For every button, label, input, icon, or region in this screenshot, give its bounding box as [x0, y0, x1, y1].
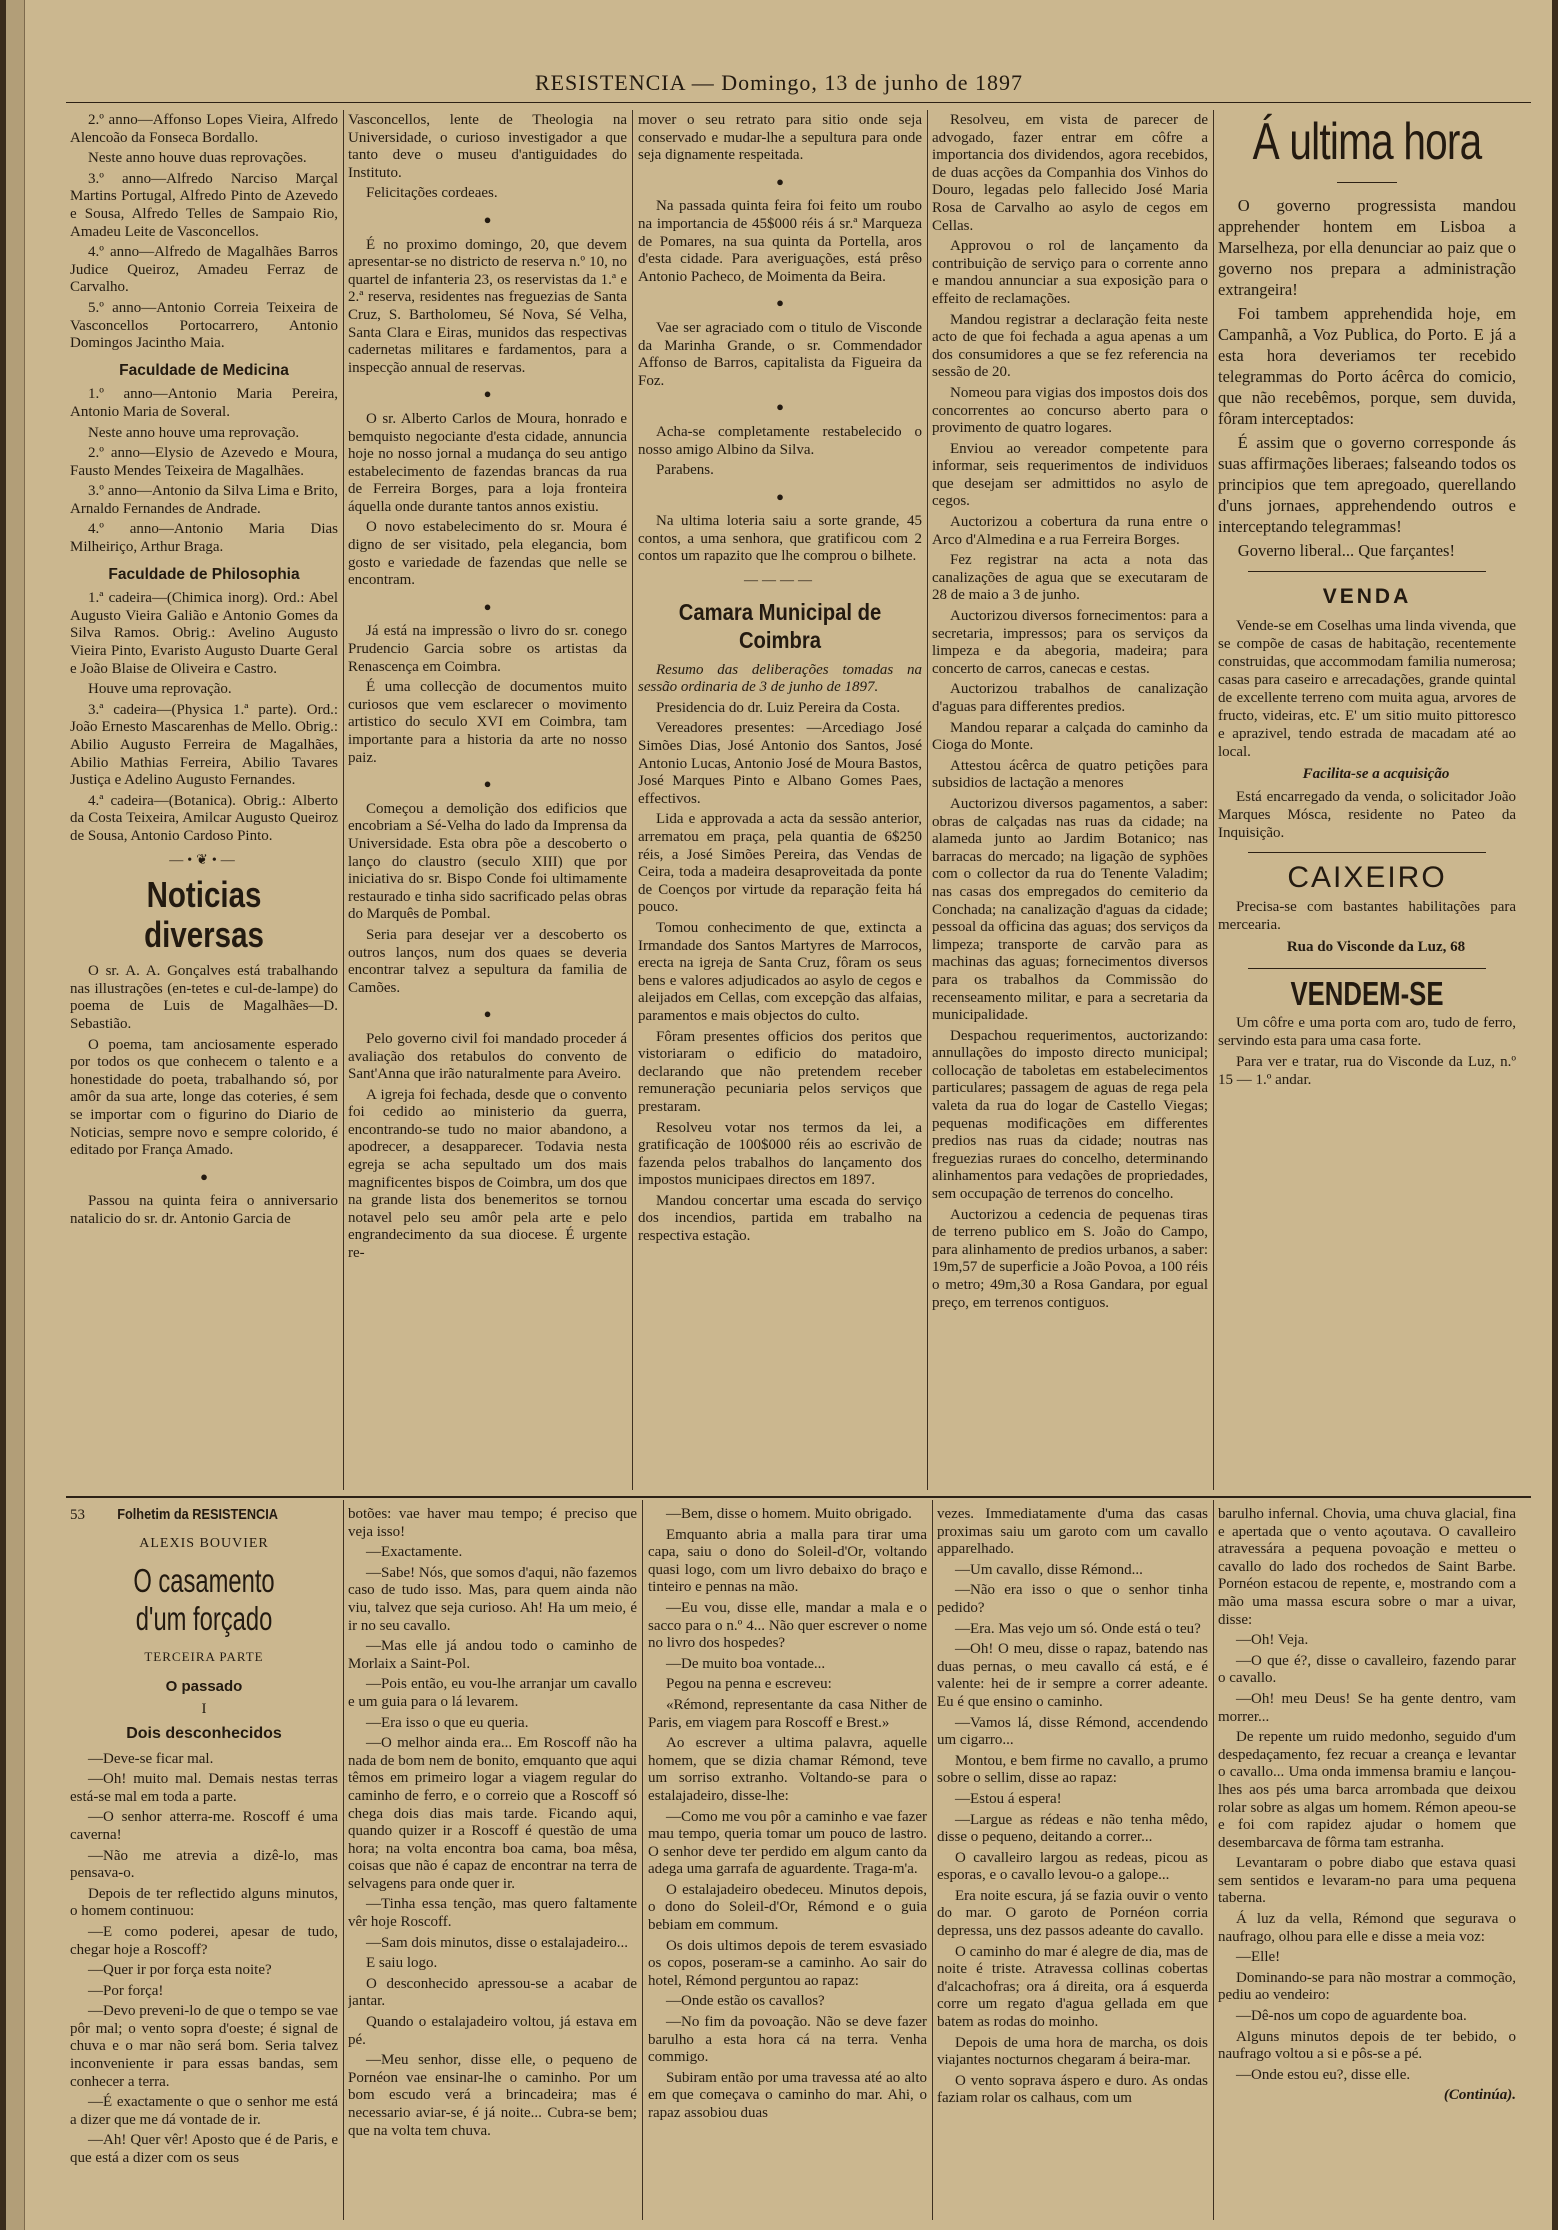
novel-paragraph: —Estou á espera! [955, 1790, 1062, 1807]
novel-paragraph: Depois de ter reflectido alguns minutos, o homem continuou: [70, 1885, 338, 1920]
novel-paragraph: —No fim da povoação. Não se deve fazer barulho a esta hora cá na terra. Venha commigo. [648, 2014, 927, 2066]
bullet-divider: ● [483, 211, 492, 227]
novel-paragraph: botões: vae haver mau tempo; é preciso que veja isso! [348, 1506, 637, 1540]
novel-paragraph: Era noite escura, já se fazia ouvir o vento do mar. O garoto de Pornéon corria depressa, uns dez passos adeante do cavallo. [937, 1887, 1208, 1940]
article-paragraph: Neste anno houve uma reprovação. [88, 424, 300, 441]
novel-paragraph: Pegou na penna e escreveu: [666, 1676, 832, 1693]
article-paragraph: Auctorizou diversos pagamentos, a saber: obras de calçadas nas ruas da cidade; na alameda junto ao Jardim Botanico; nas barracas do mercado; na ligação de syphões com o collector da rua do Tenente Valadim; nas casas dos empregados do cemiterio da Conchada; na canalização d'aguas da cidade; pessoal da officina das aguas; dos serviços da limpeza; transporte de carvão para as machinas das aguas; fornecimentos diversos para os trabalhos da Commissão do recenseamento militar, e para a secretaria da municipalidade. [932, 795, 1208, 1024]
novel-paragraph: —Sam dois minutos, disse o estalajadeiro... [366, 1934, 629, 1951]
article-paragraph: É assim que o governo corresponde ás suas affirmações liberaes; falseando todos os principios que tem apregoado, querellando d'uns jornaes, apprehendendo outros e interceptando telegrammas! [1218, 433, 1516, 536]
novel-paragraph: —Como me vou pôr a caminho e vae fazer mau tempo, queria tomar um pouco de lastro. O senhor deve ter perdido em algum canto da adega uma garrafa de aguardente. Traga-m'a. [648, 1808, 927, 1878]
section-title: Noticias diversas [144, 874, 264, 956]
folhetim-column-4 [937, 1506, 1208, 2220]
bullet-divider: ● [776, 295, 784, 311]
folhetim-part: TERCEIRA PARTE [144, 1649, 264, 1665]
novel-paragraph: Depois de uma hora de marcha, os dois viajantes nocturnos chegaram á beira-mar. [937, 2034, 1208, 2069]
article-paragraph: Approvou o rol de lançamento da contribuição de serviço para o corrente anno e mandou annunciar a sua exposição para o effeito de reclamações. [932, 238, 1208, 307]
column-rule [927, 110, 928, 1490]
article-paragraph: O sr. A. A. Gonçalves está trabalhando nas illustrações (en-tetes e cul-de-lampe) do poema de Luis de Magalhães—D. Sebastião. [70, 963, 338, 1032]
novel-paragraph: Ao escrever a ultima palavra, aquelle homem, que se dizia chamar Rémond, teve um sorriso extranho. Voltando-se para o estalajadeiro, disse-lhe: [648, 1735, 927, 1804]
continued-note: (Continúa). [1443, 2087, 1516, 2104]
novel-paragraph: —Eu vou, disse elle, mandar a mala e o sacco para o n.º 4... Não quer escrever o nome no livro dos hospedes? [648, 1599, 927, 1652]
article-paragraph: Resolveu votar nos termos da lei, a gratificação de 100$000 réis ao escrivão de fazenda pelos trabalhos do lançamento dos impostos municipaes directos em 1897. [638, 1119, 922, 1189]
header-rule [66, 102, 1531, 103]
article-paragraph: Já está na impressão o livro do sr. conego Prudencio Garcia sobre os artistas da Renascença em Coimbra. [348, 623, 627, 675]
article-paragraph: Resolveu, em vista de parecer de advogado, fazer entrar em côfre a importancia dos dividendos, agora recebidos, de duas acções da Companhia dos Vinhos do Douro, legadas pelo fallecido José Maria Rosa de Carvalho ao asylo de cegos em Cellas. [932, 112, 1208, 234]
article-paragraph: Neste anno houve duas reprovações. [88, 150, 307, 167]
novel-paragraph: —O que é?, disse o cavalleiro, fazendo parar o cavallo. [1218, 1652, 1516, 1687]
novel-paragraph: —Era isso o que eu queria. [366, 1714, 529, 1731]
article-paragraph: Na passada quinta feira foi feito um roubo na importancia de 45$000 réis á sr.ª Marqueza de Pomares, na sua quinta da Portella, aros d'esta cidade. Para averiguações, está prêso Antonio Pacheco, de Moimenta da Beira. [638, 198, 922, 285]
article-paragraph: O novo estabelecimento do sr. Moura é digno de ser visitado, pela elegancia, bom gosto e variedade de fazendas que nelle se encontram. [348, 519, 627, 589]
article-paragraph: Houve uma reprovação. [88, 681, 232, 698]
novel-paragraph: —De muito boa vontade... [666, 1655, 826, 1672]
novel-paragraph: Dominando-se para não mostrar a commoção, pediu ao vendeiro: [1218, 1969, 1516, 2004]
article-paragraph: Presidencia do dr. Luiz Pereira da Costa. [656, 699, 901, 716]
novel-paragraph: Montou, e bem firme no cavallo, a prumo sobre o sellim, disse ao rapaz: [937, 1752, 1208, 1787]
article-paragraph: Pelo governo civil foi mandado proceder á avaliação dos retabulos do convento de Sant'Anna que irão naturalmente para Aveiro. [348, 1030, 627, 1083]
article-paragraph: Resumo das deliberações tomadas na sessão ordinaria de 3 de junho de 1897. [638, 661, 922, 696]
folhetim-column-1 [70, 1500, 338, 2220]
article-paragraph: Mandou registrar a declaração feita neste acto de que foi fechada a agua apenas a um dos consumidores a que se fez referencia na sessão de 20. [932, 311, 1208, 381]
bullet-divider: ● [776, 173, 784, 189]
folhetim-number: 53 [70, 1507, 85, 1523]
article-paragraph: Começou a demolição dos edificios que encobriam a Sé-Velha do lado da Imprensa da Universidade. Esta obra põe a descoberto o lanço do claustro (seculo XIII) que por iniciativa do sr. Bispo Conde foi ultimamente restaurado e tinha sido sacrificado pelas obras do Marquês de Pombal. [348, 800, 627, 923]
novel-paragraph: —O melhor ainda era... Em Roscoff não ha nada de bom nem de bonito, emquanto que aqui têmos em primeiro logar a viagem regular do caminho de ferro, e o correio que a Roscoff só chega dois dias mais tarde. Ficando aqui, quando quizer ir a Roscoff é questão de uma hora; na volta encontra boa cama, boa mêsa, coisas que não é capaz de encontrar na terra de selvagens para onde quer ir. [348, 1735, 637, 1892]
column-4 [932, 112, 1208, 1492]
article-paragraph: Lida e approvada a acta da sessão anterior, arrematou em praça, pela quantia de 6$250 réis, a José Simões Pereira, das Vendas de Ceira, toda a madeira desaproveitada da ponte de Coenços por virtude da reparação feita há pouco. [638, 811, 922, 916]
bullet-divider: ● [776, 488, 784, 504]
article-paragraph: Seria para desejar ver a descoberto os outros lanços, num dos quaes se deveria encontrar talvez a sepultura da familia de Camões. [348, 926, 627, 996]
novel-paragraph: Quando o estalajadeiro voltou, já estava em pé. [348, 2014, 637, 2048]
column-rule [1213, 110, 1214, 1490]
folhetim-column-3 [648, 1506, 927, 2220]
novel-paragraph: —É exactamente o que o senhor me está a dizer que me dá vontade de ir. [70, 2094, 338, 2128]
bullet-divider: ● [483, 386, 492, 402]
article-paragraph: 3.º anno—Antonio da Silva Lima e Brito, Arnaldo Fernandes de Andrade. [70, 483, 338, 517]
article-paragraph: Auctorizou trabalhos de canalização d'aguas para differentes predios. [932, 681, 1208, 715]
article-paragraph: Fez registrar na acta a nota das canalizações de agua que se executaram de 28 de maio a 3 de junho. [932, 552, 1208, 604]
article-paragraph: Acha-se completamente restabelecido o nosso amigo Albino da Silva. [638, 423, 922, 458]
article-paragraph: Mandou reparar a calçada do caminho da Cioga do Monte. [932, 719, 1208, 754]
ad-heading: VENDA [1322, 585, 1412, 608]
article-paragraph: Vae ser agraciado com o titulo de Visconde da Marinha Grande, o sr. Commendador Affonso de Barros, capitalista da Figueira da Foz. [638, 319, 922, 389]
article-paragraph: A igreja foi fechada, desde que o convento foi cedido ao ministerio da guerra, encontrando-se tudo no maior abandono, a apodrecer, a desapparecer. Todavia nesta egreja se acha sepultado um dos mais magnificentes bispos de Coimbra, um dos que na grande lista dos benemeritos se tornou notavel pelo seu amôr pela arte e pelo engrandecimento da sua diocese. É urgente re- [348, 1086, 627, 1262]
novel-paragraph: Alguns minutos depois de ter bebido, o naufrago voltou a si e pôs-se a pé. [1218, 2028, 1516, 2063]
column-rule [632, 110, 633, 1490]
article-paragraph: Despachou requerimentos, auctorizando: annullações do imposto directo municipal; collocação de taboletas em estabelecimentos particulares; passagem de aguas de rega pela valeta da rua do logar de Castello Viegas; pequenas modificações em differentes predios nas ruas da cidade; noutras nas freguezias ruraes do concelho, determinando alinhamentos para vedações de propriedades, sem occupação de terrenos do concelho. [932, 1027, 1208, 1203]
chapter-title: Dois desconhecidos [126, 1724, 282, 1742]
column-rule [1213, 1500, 1214, 2220]
column-rule [343, 1500, 344, 2220]
article-paragraph: Mandou concertar uma escada do serviço dos incendios, partida em trabalho na respectiva estação. [638, 1192, 922, 1245]
article-paragraph: 4.º anno—Alfredo de Magalhães Barros Judice Queiroz, Amadeu Ferraz de Carvalho. [70, 244, 338, 296]
novel-paragraph: —Deve-se ficar mal. [88, 1750, 214, 1767]
article-paragraph: 3.ª cadeira—(Physica 1.ª parte). Ord.: João Ernesto Mascarenhas de Mello. Obrig.: Abilio Augusto Ferreira de Magalhães, Abilio Mathias Ferreira, Abilio Tavares Justiça e Adelino Augusto Fernandes. [70, 701, 338, 789]
left-margin-strip [6, 0, 25, 2230]
novel-paragraph: O caminho do mar é alegre de dia, mas de noite é triste. Atravessa collinas cobertas d'alcachofras; ora á direita, ora á esquerda corre um regato d'agua gellada em que batem as rodas do moinho. [937, 1943, 1208, 2031]
novel-paragraph: —Não me atrevia a dizê-lo, mas pensava-o. [70, 1847, 338, 1882]
article-paragraph: Foi tambem apprehendida hoje, em Campanhã, a Voz Publica, do Porto. E já a esta hora deveriamos ter recebido telegrammas do Porto ácêrca do comicio, que não recebêmos, porque, sem duvida, fôram interceptados: [1218, 304, 1516, 428]
article-paragraph: Vasconcellos, lente de Theologia na Universidade, o curioso investigador a que tanto deve o museu d'antiguidades do Instituto. [348, 112, 627, 181]
novel-paragraph: —Dê-nos um copo de aguardente boa. [1236, 2008, 1467, 2025]
novel-paragraph: Os dois ultimos depois de terem esvasiado os copos, poseram-se a caminho. Ao sair do hotel, Rémond perguntou ao rapaz: [648, 1937, 927, 1989]
novel-paragraph: «Rémond, representante da casa Nither de Paris, em viagem para Roscoff e Brest.» [648, 1696, 927, 1731]
article-paragraph: Fôram presentes officios dos peritos que vistoriaram o edificio do matadoiro, declarando que não pretendem receber remuneração pecuniaria pelos serviços que prestaram. [638, 1028, 922, 1115]
article-paragraph: Na ultima loteria saiu a sorte grande, 45 contos, a uma senhora, que gratificou com 2 contos um rapazito que lhe comprou o bilhete. [638, 513, 922, 565]
bullet-divider: ● [483, 1006, 492, 1022]
article-paragraph: Auctorizou a cedencia de pequenas tiras de terreno publico em S. João do Campo, para alinhamento de predios urbanos, a saber: 19m,57 de superficie a João Povoa, a 100 réis o metro; 49m,30 a Rosa Gandara, por egual preço, em terrenos contiguos. [932, 1206, 1208, 1311]
article-paragraph: Auctorizou diversos fornecimentos: para a secretaria, impressos; para os serviços da limpeza e da abegoria, madeira; para concerto de carros, canecas e cestas. [932, 608, 1208, 677]
novel-paragraph: —Oh! muito mal. Demais nestas terras está-se mal em toda a parte. [70, 1771, 338, 1805]
bullet-divider: ● [776, 399, 784, 415]
ornament-divider: —•❦•— [169, 852, 239, 868]
novel-paragraph: —Ah! Quer vêr! Aposto que é de Paris, e que está a dizer com os seus [70, 2132, 338, 2167]
article-paragraph: 4.º anno—Antonio Maria Dias Milheiriço, Arthur Braga. [70, 521, 338, 556]
article-paragraph: 1.º anno—Antonio Maria Pereira, Antonio Maria de Soveral. [70, 386, 338, 420]
novel-paragraph: —Não era isso o que o senhor tinha pedido? [937, 1582, 1208, 1616]
article-paragraph: Parabens. [656, 462, 714, 479]
novel-paragraph: —Vamos lá, disse Rémond, accendendo um cigarro... [937, 1714, 1208, 1749]
novel-paragraph: O cavalleiro largou as redeas, picou as esporas, e o cavallo levou-o a galope... [937, 1849, 1208, 1884]
novel-paragraph: O vento soprava áspero e duro. As ondas faziam rolar os calhaus, com um [937, 2072, 1208, 2107]
novel-paragraph: —Oh! Veja. [1236, 1632, 1309, 1649]
novel-paragraph: E saiu logo. [366, 1955, 438, 1972]
novel-paragraph: —Quer ir por força esta noite? [88, 1962, 272, 1979]
novel-paragraph: —Elle! [1236, 1949, 1281, 1966]
novel-paragraph: —Pois então, eu vou-lhe arranjar um cavallo e um guia para o lá levarem. [348, 1676, 637, 1710]
article-paragraph: Governo liberal... Que farçantes! [1237, 541, 1455, 560]
article-paragraph: Vereadores presentes: —Arcediago José Simões Dias, José Antonio dos Santos, José Antonio Lucas, Antonio José de Moura Bastos, José Marques Pinto e Albano Gomes Paes, effectivos. [638, 720, 922, 807]
column-rule [642, 1500, 643, 2220]
ad-address: Rua do Visconde da Luz, 68 [1286, 939, 1466, 955]
novel-paragraph: —Mas elle já andou todo o caminho de Morlaix a Saint-Pol. [348, 1638, 637, 1672]
article-paragraph: 3.º anno—Alfredo Narciso Marçal Martins Portugal, Alfredo Pinto de Azevedo e Sousa, Alfredo Telles de Sampaio Rio, Amadeu Leite de Vasconcellos. [70, 170, 338, 240]
ad-text: Para ver e tratar, rua do Visconde da Luz, n.º 15 — 1.º andar. [1218, 1054, 1516, 1088]
section-heading: Faculdade de Philosophia [108, 565, 300, 583]
bullet-divider: ● [200, 1168, 208, 1184]
folhetim-rule [66, 1496, 1531, 1498]
article-paragraph: mover o seu retrato para sitio onde seja conservado e mudar-lhe a sepultura para onde seja dignamente respeitada. [638, 112, 922, 164]
novel-paragraph: —E como poderei, apesar de tudo, chegar hoje a Roscoff? [70, 1923, 338, 1958]
article-paragraph: 1.ª cadeira—(Chimica inorg). Ord.: Abel Augusto Vieira Galião e Antonio Gomes da Silva Ramos. Obrig.: Avelino Augusto Vieira Pinto, Evaristo Augusto Duarte Geral e João Blaise de Oliveira e Castro. [70, 590, 338, 677]
novel-paragraph: —O senhor atterra-me. Roscoff é uma caverna! [70, 1809, 338, 1843]
ad-text: Precisa-se com bastantes habilitações para mercearia. [1218, 899, 1516, 933]
article-paragraph: Tomou conhecimento de que, extincta a Irmandade dos Santos Martyres de Marrocos, erecta na igreja de Santa Cruz, fôram os seus bens e valores adjudicados ao asylo de cegos e aleijados em Cellas, com excepção das alfaias, paramentos e mais objectos do culto. [638, 919, 922, 1024]
novel-paragraph: Levantaram o pobre diabo que estava quasi sem sentidos e levaram-no para uma pequena taberna. [1218, 1855, 1516, 1907]
ad-text: Um côfre e uma porta com aro, tudo de ferro, servindo esta para uma casa forte. [1218, 1015, 1516, 1049]
article-paragraph: Auctorizou a cobertura da runa entre o Arco d'Almedina e a rua Ferreira Borges. [932, 514, 1208, 548]
article-paragraph: O sr. Alberto Carlos de Moura, honrado e bemquisto negociante d'esta cidade, annuncia hoje no nosso jornal a mudança do seu antigo estabelecimento de fazendas brancas da rua de Ferreira Borges, para a loja fronteira áquella onde durante tantos annos existiu. [348, 410, 627, 515]
novel-paragraph: barulho infernal. Chovia, uma chuva glacial, fina e apertada que o vento açoutava. O cavalleiro atravessára a pequena povoação e metteu o cavallo do lado dos rochedos de Saint Barbe. Pornéon estacou de repente, e, mostrando com a mão uma massa escura sobre o mar a uivar, disse: [1218, 1506, 1516, 1628]
novel-paragraph: —Meu senhor, disse elle, o pequeno de Pornéon vae ensinar-lhe o caminho. Por um bom escudo verá a brincadeira; mas é necessario aviar-se, é já noite... Cubra-se bem; que na volta tem chuva. [348, 2052, 637, 2139]
chapter-number: I [201, 1701, 207, 1718]
section-heading: Faculdade de Medicina [119, 361, 289, 379]
ad-rule [1248, 968, 1486, 969]
article-paragraph: Passou na quinta feira o anniversario natalicio do sr. dr. Antonio Garcia de [70, 1193, 338, 1227]
novel-paragraph: O desconhecido apressou-se a acabar de jantar. [348, 1975, 637, 2010]
column-rule [932, 1500, 933, 2220]
novel-paragraph: —Exactamente. [366, 1544, 463, 1561]
article-paragraph: Felicitações cordeaes. [366, 185, 498, 202]
ad-heading: VENDEM-SE [1290, 975, 1444, 1012]
article-paragraph: 4.ª cadeira—(Botanica). Obrig.: Alberto da Costa Teixeira, Amilcar Augusto Queiroz de Sousa, Antonio Cardoso Pinto. [70, 792, 338, 844]
novel-paragraph: —Tinha essa tenção, mas quero faltamente vêr hoje Roscoff. [348, 1896, 637, 1931]
article-paragraph: O poema, tam anciosamente esperado por todos os que conhecem o talento e a honestidade do poeta, trabalhando só, por amôr da sua arte, longe das coteries, é sem se importar com o figurino do Diario de Noticias, sempre novo e sempre colorido, é editado por França Amado. [70, 1036, 338, 1159]
folhetim-header [70, 1506, 338, 1525]
ad-text: Vende-se em Coselhas uma linda vivenda, que se compõe de casas de habitação, recentemente construidas, que accommodam familia numerosa; casas para caseiro e arrecadações, grande quintal de excellente terreno com muita agua, arvores de fructo, videiras, etc. E' um sitio muito pittoresco e aprazivel, tendo estrada de macadam até ao local. [1218, 618, 1516, 760]
folhetim-novel-title: O casamento d'um forçado [133, 1562, 275, 1638]
ad-text: Está encarregado da venda, o solicitador João Marques Mósca, residente no Pateo da Inquisição. [1218, 789, 1516, 841]
novel-paragraph: —Onde estou eu?, disse elle. [1236, 2066, 1411, 2083]
section-title: Á ultima hora [1252, 113, 1482, 171]
article-paragraph: 2.º anno—Elysio de Azevedo e Moura, Fausto Mendes Teixeira de Magalhães. [70, 445, 338, 479]
novel-paragraph: Subiram então por uma travessa até ao alto em que começava o caminho do mar. Ahi, o rapaz assobiou duas [648, 2069, 927, 2121]
column-3 [638, 112, 922, 1492]
novel-paragraph: —Onde estão os cavallos? [666, 1993, 825, 2010]
ad-rule [1248, 852, 1486, 853]
bullet-divider: ● [483, 598, 492, 614]
article-paragraph: O governo progressista mandou apprehender hontem em Lisboa a Marselheza, por ella denunciar ao paiz que o governo nos prepara a administração extrangeira! [1218, 196, 1516, 299]
title-rule [1337, 182, 1397, 183]
novel-paragraph: vezes. Immediatamente d'uma das casas proximas saiu um garoto com um cavallo apparelhado. [937, 1506, 1208, 1558]
ornament-divider: ———— [744, 573, 816, 589]
novel-paragraph: —Por força! [88, 1982, 164, 1999]
novel-paragraph: O estalajadeiro obedeceu. Minutos depois, o dono do Soleil-d'Or, Rémond e o guia bebiam em commum. [648, 1881, 927, 1934]
novel-paragraph: —Devo preveni-lo de que o tempo se vae pôr mal; o vento sopra d'oeste; é signal de chuva e o mar não será bom. Seria talvez inconveniente ir para essas bandas, sem conhecer a terra. [70, 2003, 338, 2090]
article-paragraph: 2.º anno—Affonso Lopes Vieira, Alfredo Alencoão da Fonseca Bordallo. [70, 112, 338, 146]
column-5 [1218, 112, 1516, 1492]
ad-subheading: Facilita-se a acquisição [1302, 766, 1450, 782]
column-1 [70, 112, 338, 1492]
folhetim-column-2 [348, 1506, 637, 2220]
newspaper-page [6, 0, 1552, 2230]
article-paragraph: Nomeou para vigias dos impostos dois dos concorrentes ao concurso aberto para o provimento de quatro logares. [932, 384, 1208, 437]
article-paragraph: Enviou ao vereador competente para informar, seis requerimentos de individuos que desejam ser admittidos no asylo de cegos. [932, 440, 1208, 510]
novel-paragraph: —Um cavallo, disse Rémond... [955, 1561, 1143, 1578]
novel-paragraph: Á luz da vella, Rémond que segurava o naufrago, olhou para elle e disse a meia voz: [1218, 1911, 1516, 1945]
ad-rule [1248, 571, 1486, 572]
novel-paragraph: —Largue as rédeas e não tenha mêdo, disse o pequeno, deitando a correr... [937, 1811, 1208, 1846]
novel-paragraph: —Oh! O meu, disse o rapaz, batendo nas duas pernas, o meu cavallo cá está, e é valente: hei de ir sempre a correr adeante. Eu é que ensino o caminho. [937, 1641, 1208, 1710]
folhetim-title: Folhetim da RESISTENCIA [117, 1506, 278, 1523]
folhetim-subpart: O passado [165, 1677, 243, 1695]
novel-paragraph: —Era. Mas vejo um só. Onde está o teu? [955, 1620, 1201, 1637]
folhetim-author: ALEXIS BOUVIER [139, 1535, 269, 1551]
ad-heading: CAIXEIRO [1287, 861, 1447, 894]
bullet-divider: ● [483, 776, 492, 792]
novel-paragraph: —Sabe! Nós, que somos d'aqui, não fazemos caso de tudo isso. Mas, para quem ainda não viu, talvez que seja curioso. Ah! Ha um meio, é ir no seu cavallo. [348, 1564, 637, 1634]
novel-paragraph: —Oh! meu Deus! Se ha gente dentro, vam morrer... [1218, 1690, 1516, 1725]
article-paragraph: Attestou ácêrca de quatro petições para subsidios de lactação a menores [932, 757, 1208, 792]
column-2 [348, 112, 627, 1492]
folhetim-column-5 [1218, 1506, 1516, 2220]
novel-paragraph: De repente um ruido medonho, seguido d'um despedaçamento, fez recuar a creança e levantar o cavallo... Uma onda immensa bramiu e lançou-lhes aos pés uma barca arrombada que deixou rolar sobre as algas um homem. Rémon apeou-se e foi com rapidez ajudar o homem que desembarcava de fôrma tam estranha. [1218, 1729, 1516, 1851]
article-paragraph: 5.º anno—Antonio Correia Teixeira de Vasconcellos Portocarrero, Antonio Domingos Jacintho Maia. [70, 299, 338, 352]
column-rule [343, 110, 344, 1490]
running-head: RESISTENCIA — Domingo, 13 de junho de 1897 [534, 70, 1024, 95]
novel-paragraph: —Bem, disse o homem. Muito obrigado. [666, 1506, 912, 1522]
novel-paragraph: Emquanto abria a malla para tirar uma capa, saiu o dono do Soleil-d'Or, voltando quasi logo, com um livro debaixo do braço e tinteiro e pennas na mão. [648, 1526, 927, 1596]
article-paragraph: É no proximo domingo, 20, que devem apresentar-se no districto de reserva n.º 10, no quartel de infanteria 23, os reservistas da 1.ª e 2.ª reserva, residentes nas freguezias de Santa Cruz, S. Bartholomeu, Sé Nova, Sé Velha, Santa Clara e Eiras, munidos das respectivas cadernetas militares e fardamentos, para a inspecção annual de reservas. [348, 236, 627, 376]
article-paragraph: É uma collecção de documentos muito curiosos que vem esclarecer o movimento artistico do seculo XVI em Coimbra, tam importante para a historia da arte no nosso paiz. [348, 679, 627, 766]
section-title: Camara Municipal de Coimbra [678, 598, 882, 653]
